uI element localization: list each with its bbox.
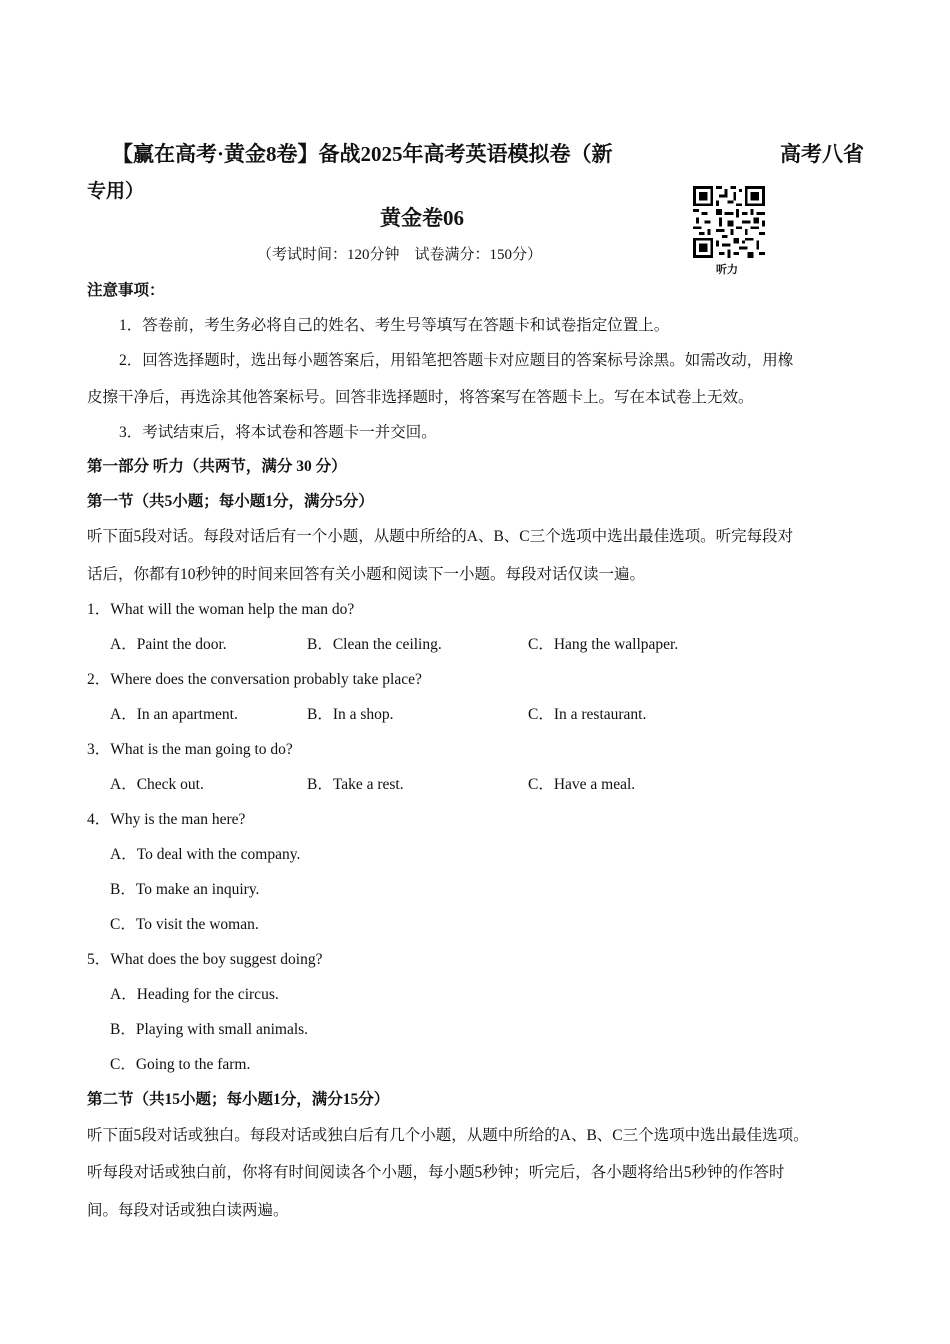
question-5-stem: 5．What does the boy suggest doing? bbox=[87, 951, 323, 968]
notes-item-2-line-1: 2．回答选择题时，选出每小题答案后，用铅笔把答题卡对应题目的答案标号涂黑。如需改动，用橡 bbox=[119, 352, 794, 369]
question-1-option-c[interactable]: C．Hang the wallpaper. bbox=[528, 636, 679, 653]
section2-heading: 第二节（共15小题；每小题1分，满分15分） bbox=[87, 1091, 390, 1108]
notes-heading: 注意事项： bbox=[87, 282, 165, 299]
question-4-option-a[interactable]: A．To deal with the company. bbox=[110, 846, 301, 863]
question-2-option-c[interactable]: C．In a restaurant. bbox=[528, 706, 647, 723]
section1-instructions-line-2: 话后，你都有10秒钟的时间来回答有关小题和阅读下一小题。每段对话仅读一遍。 bbox=[87, 566, 646, 583]
question-1-option-a[interactable]: A．Paint the door. bbox=[110, 636, 227, 653]
qr-code-icon[interactable] bbox=[693, 186, 765, 258]
question-5-option-b[interactable]: B．Playing with small animals. bbox=[110, 1021, 309, 1038]
section1-heading: 第一节（共5小题；每小题1分，满分5分） bbox=[87, 493, 374, 510]
exam-info: （考试时间：120分钟 试卷满分：150分） bbox=[257, 247, 543, 263]
question-3-option-c[interactable]: C．Have a meal. bbox=[528, 776, 636, 793]
notes-item-2-line-2: 皮擦干净后，再选涂其他答案标号。回答非选择题时，将答案写在答题卡上。写在本试卷上无效。 bbox=[87, 389, 754, 406]
question-5-option-a[interactable]: A．Heading for the circus. bbox=[110, 986, 279, 1003]
section2-instructions-line-3: 间。每段对话或独白读两遍。 bbox=[87, 1202, 289, 1219]
question-2-option-b[interactable]: B．In a shop. bbox=[307, 706, 394, 723]
exam-title-region: 高考八省 bbox=[780, 142, 864, 166]
paper-subtitle: 黄金卷06 bbox=[380, 206, 464, 230]
section1-instructions-line-1: 听下面5段对话。每段对话后有一个小题，从题中所给的A、B、C三个选项中选出最佳选项。听完每段对 bbox=[87, 528, 794, 545]
question-1-option-b[interactable]: B．Clean the ceiling. bbox=[307, 636, 442, 653]
part1-heading: 第一部分 听力（共两节，满分 30 分） bbox=[87, 458, 347, 475]
question-3-stem: 3．What is the man going to do? bbox=[87, 741, 293, 758]
question-5-option-c[interactable]: C．Going to the farm. bbox=[110, 1056, 251, 1073]
question-3-option-b[interactable]: B．Take a rest. bbox=[307, 776, 404, 793]
question-4-stem: 4．Why is the man here? bbox=[87, 811, 246, 828]
question-3-option-a[interactable]: A．Check out. bbox=[110, 776, 204, 793]
notes-item-3: 3．考试结束后，将本试卷和答题卡一并交回。 bbox=[119, 424, 437, 441]
exam-title: 【赢在高考·黄金8卷】备战2025年高考英语模拟卷（新 bbox=[112, 142, 613, 166]
question-4-option-b[interactable]: B．To make an inquiry. bbox=[110, 881, 260, 898]
question-1-stem: 1．What will the woman help the man do? bbox=[87, 601, 355, 618]
section2-instructions-line-2: 听每段对话或独白前，你将有时间阅读各个小题，每小题5秒钟；听完后，各小题将给出5秒钟的作答时 bbox=[87, 1164, 785, 1181]
qr-caption: 听力 bbox=[716, 264, 738, 276]
exam-title-cont: 专用） bbox=[87, 181, 145, 202]
notes-item-1: 1．答卷前，考生务必将自己的姓名、考生号等填写在答题卡和试卷指定位置上。 bbox=[119, 317, 670, 334]
question-2-option-a[interactable]: A．In an apartment. bbox=[110, 706, 238, 723]
question-4-option-c[interactable]: C．To visit the woman. bbox=[110, 916, 259, 933]
section2-instructions-line-1: 听下面5段对话或独白。每段对话或独白后有几个小题，从题中所给的A、B、C三个选项中选出最佳选项。 bbox=[87, 1127, 809, 1144]
question-2-stem: 2．Where does the conversation probably take place? bbox=[87, 671, 422, 688]
